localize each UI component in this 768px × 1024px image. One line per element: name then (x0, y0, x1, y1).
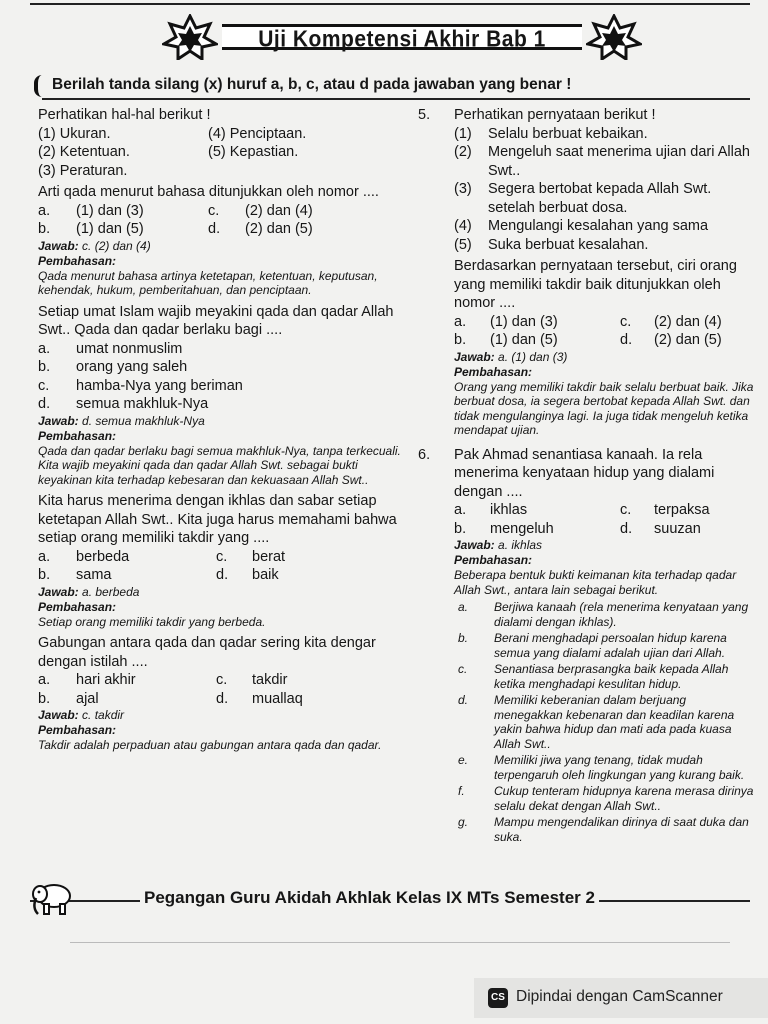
bracket-decoration (34, 75, 42, 97)
option-letter: c. (216, 548, 228, 565)
q6-number: 6. (418, 446, 431, 463)
camscanner-text: Dipindai dengan CamScanner (516, 988, 723, 1005)
q6-sub-list (454, 600, 758, 844)
option-letter: a. (38, 672, 51, 688)
q6-option-d: suuzan (654, 520, 701, 537)
question-6 (418, 446, 758, 845)
camscanner-logo-icon: CS (488, 988, 508, 1008)
q1-intro: Perhatikan hal-hal berikut ! (38, 107, 211, 123)
option-letter: d. (38, 396, 51, 412)
q5-discussion: Orang yang memiliki takdir baik selalu berbuat baik. Jika berbuat dosa, ia segera bertobat kepada Allah Swt. dan tidak mengulanginya lagi. Ia juga tidak mengeluh ketika mendapat ujian. (454, 379, 754, 437)
q1-item: (4) Penciptaan. (208, 125, 307, 142)
q4-option-a: hari akhir (76, 672, 136, 688)
q2-discussion: Qada dan qadar berlaku bagi semua makhluk-Nya, tanpa terkecuali. Kita wajib meyakini qada dan qadar Allah Swt. sebagai bukti keyakinan kita terhadap kebesaran dan kekuasaan Allah Swt.. (38, 443, 401, 487)
option-letter: b. (38, 690, 51, 707)
q3-answer: Jawab: a. berbeda (38, 584, 140, 599)
option-letter: b. (38, 221, 51, 237)
q5-option-d: (2) dan (5) (654, 332, 722, 348)
camscanner-watermark (474, 978, 768, 1018)
q1-stem: Arti qada menurut bahasa ditunjukkan oleh nomor .... (38, 184, 379, 200)
option-letter: a. (38, 202, 51, 219)
q5-number: 5. (418, 107, 431, 123)
top-rule (30, 3, 750, 5)
q3-option-d: baik (252, 567, 279, 583)
option-letter: c. (208, 202, 220, 219)
q6-sub-item: c. Senantiasa berprasangka baik kepada Allah ketika menghadapi kesulitan hidup. (458, 662, 729, 691)
option-letter: d. (216, 690, 229, 707)
option-letter: c. (620, 502, 632, 518)
q1-item: (3) Peraturan. (38, 162, 128, 179)
q1-item: (1) Ukuran. (38, 125, 111, 142)
left-column (38, 106, 410, 758)
question-4 (38, 634, 410, 753)
q4-option-b: ajal (76, 690, 99, 707)
option-letter: c. (620, 313, 632, 330)
question-5 (418, 106, 758, 438)
q2-discussion-label: Pembahasan: (38, 428, 117, 443)
q4-discussion-label: Pembahasan: (38, 723, 117, 737)
option-letter: b. (454, 332, 467, 348)
option-letter: d. (208, 221, 221, 237)
question-1 (38, 106, 410, 298)
question-3 (38, 492, 410, 629)
q6-sub-item: d. Memiliki keberanian dalam berjuang menegakkan kebenaran dan keadilan karena yakin bahwa hidup dan mati ada pada kuasa Allah Swt.. (458, 693, 735, 751)
q1-option-a: (1) dan (3) (76, 202, 144, 219)
footer-title: Pegangan Guru Akidah Akhlak Kelas IX MTs Semester 2 (140, 888, 599, 908)
q6-sub-item: f. Cukup tenteram hidupnya karena merasa dirinya selalu dekat dengan Allah Swt.. (458, 784, 754, 813)
page-title: Uji Kompetensi Akhir Bab 1 (258, 26, 546, 53)
option-letter: a. (38, 548, 51, 565)
q5-option-c: (2) dan (4) (654, 313, 722, 330)
q6-discussion: Beberapa bentuk bukti keimanan kita terhadap qadar Allah Swt., antara lain sebagai berikut. (454, 568, 737, 597)
q2-stem: Setiap umat Islam wajib meyakini qada dan qadar Allah Swt.. Qada dan qadar berlaku bagi .... (38, 303, 394, 338)
page-edge-line (70, 942, 730, 943)
q1-option-c: (2) dan (4) (245, 202, 313, 219)
q6-answer: Jawab: a. ikhlas (454, 538, 543, 552)
option-letter: d. (620, 520, 633, 537)
q2-option-b: orang yang saleh (76, 359, 188, 375)
q1-option-b: (1) dan (5) (76, 221, 144, 237)
q6-option-a: ikhlas (490, 502, 528, 518)
option-letter: d. (216, 567, 229, 583)
q5-answer: Jawab: a. (1) dan (3) (454, 349, 568, 364)
instruction-bar (34, 75, 750, 97)
q3-stem: Kita harus menerima dengan ikhlas dan sabar setiap ketetapan Allah Swt.. Kita juga harus memahami bahwa setiap orang memiliki takdir yang .... (38, 493, 397, 546)
q2-option-a: umat nonmuslim (76, 340, 183, 357)
instruction-text: Berilah tanda silang (x) huruf a, b, c, atau d pada jawaban yang benar ! (52, 76, 572, 93)
q6-option-b: mengeluh (490, 520, 554, 537)
option-letter: b. (454, 520, 467, 537)
chapter-header (162, 14, 642, 60)
q6-sub-item: a. Berjiwa kanaah (rela menerima kenyataan yang dialami dengan ikhlas). (458, 600, 749, 629)
q6-sub-item: g. Mampu mengendalikan dirinya di saat duka dan suka. (458, 815, 749, 844)
q4-discussion: Takdir adalah perpaduan atau gabungan antara qada dan qadar. (38, 738, 382, 752)
option-letter: c. (38, 377, 50, 394)
q3-discussion: Setiap orang memiliki takdir yang berbeda. (38, 614, 266, 629)
q6-sub-item: b. Berani menghadapi persoalan hidup karena semua yang dialami adalah ujian dari Allah. (458, 631, 727, 660)
q6-sub-item: e. Memiliki jiwa yang tenang, tidak mudah terpengaruh oleh lingkungan yang kurang baik. (458, 753, 745, 782)
q5-statement: (1) Selalu berbuat kebaikan. (454, 125, 648, 142)
q4-answer: Jawab: c. takdir (38, 708, 125, 722)
book-footer (30, 880, 750, 920)
q5-option-a: (1) dan (3) (490, 313, 558, 330)
q1-answer: Jawab: c. (2) dan (4) (38, 238, 151, 253)
question-2 (38, 303, 410, 488)
q5-discussion-label: Pembahasan: (454, 364, 533, 379)
q3-option-c: berat (252, 548, 286, 565)
q2-option-d: semua makhluk-Nya (76, 396, 209, 412)
star-ornament-icon (586, 14, 642, 60)
option-letter: d. (620, 332, 633, 348)
instruction-underline (42, 98, 750, 100)
q5-statement: (3) Segera bertobat kepada Allah Swt. setelah berbuat dosa. (454, 181, 712, 216)
elephant-icon (30, 880, 80, 918)
q6-discussion-label: Pembahasan: (454, 553, 533, 567)
q4-option-d: muallaq (252, 690, 303, 707)
q4-stem: Gabungan antara qada dan qadar sering kita dengar dengan istilah .... (38, 635, 376, 670)
right-column (418, 106, 758, 849)
title-bar (222, 24, 582, 53)
star-ornament-icon (162, 14, 218, 60)
option-letter: c. (216, 672, 228, 688)
option-letter: a. (454, 502, 467, 518)
q1-item: (2) Ketentuan. (38, 144, 130, 160)
q4-option-c: takdir (252, 672, 288, 688)
q5-stem: Berdasarkan pernyataan tersebut, ciri orang yang memiliki takdir baik ditunjukkan oleh nomor .... (454, 258, 737, 311)
option-letter: a. (454, 313, 467, 330)
q1-discussion: Qada menurut bahasa artinya ketetapan, ketentuan, keputusan, kehendak, hukum, pemberitahuan, dan penciptaan. (38, 268, 378, 297)
q5-intro: Perhatikan pernyataan berikut ! (454, 107, 656, 123)
option-letter: b. (38, 567, 51, 583)
q2-option-c: hamba-Nya yang beriman (76, 377, 243, 394)
q2-answer: Jawab: d. semua makhluk-Nya (38, 413, 205, 428)
q5-statement: (5) Suka berbuat kesalahan. (454, 236, 649, 253)
q1-item: (5) Kepastian. (208, 144, 299, 160)
q5-statement: (4) Mengulangi kesalahan yang sama (454, 218, 709, 234)
q1-option-d: (2) dan (5) (245, 221, 313, 237)
q1-discussion-label: Pembahasan: (38, 253, 117, 268)
q6-option-c: terpaksa (654, 502, 710, 518)
q3-option-b: sama (76, 567, 112, 583)
q5-option-b: (1) dan (5) (490, 332, 558, 348)
q5-statement: (2) Mengeluh saat menerima ujian dari Allah Swt.. (454, 144, 750, 179)
q3-option-a: berbeda (76, 548, 130, 565)
q3-discussion-label: Pembahasan: (38, 599, 117, 614)
option-letter: a. (38, 340, 51, 357)
q5-statement-list (454, 125, 758, 255)
q6-stem: Pak Ahmad senantiasa kanaah. Ia rela menerima kenyataan hidup yang dialami dengan .... (454, 446, 715, 500)
option-letter: b. (38, 359, 51, 375)
